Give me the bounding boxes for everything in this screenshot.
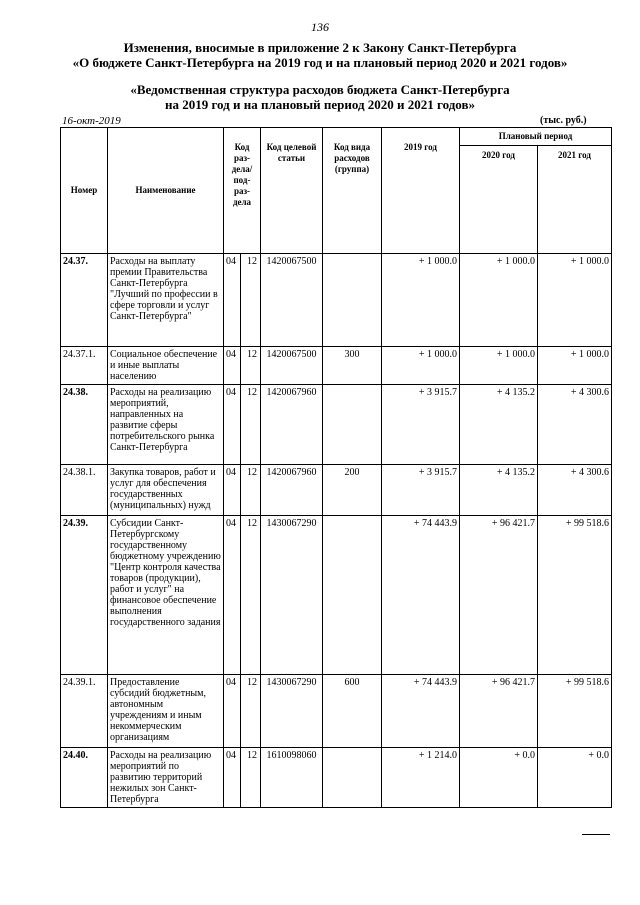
row-amount-2021: + 99 518.6	[538, 516, 612, 675]
header-number: Номер	[61, 128, 108, 254]
row-amount-2020: + 4 135.2	[460, 385, 538, 465]
row-name: Расходы на выплату премии Правительства Санкт-Петербурга "Лучший по профессии в сфере торговли и услуг Санкт-Петербурга"	[108, 254, 224, 347]
row-name: Социальное обеспечение и иные выплаты населению	[108, 347, 224, 385]
row-section: 04	[224, 748, 241, 808]
row-amount-2020: + 4 135.2	[460, 465, 538, 516]
header-2020: 2020 год	[460, 146, 538, 254]
row-name: Субсидии Санкт-Петербургскому государственному бюджетному учреждению "Центр контроля качества товаров (продукции), работ и услуг" на финансовое обеспечение выполнения государственного задания	[108, 516, 224, 675]
row-expense-type	[323, 516, 382, 675]
row-name: Предоставление субсидий бюджетным, автономным учреждениям и иным некоммерческим организациям	[108, 675, 224, 748]
row-section: 04	[224, 347, 241, 385]
row-section: 04	[224, 465, 241, 516]
row-expense-type	[323, 385, 382, 465]
table-row	[61, 516, 612, 675]
row-expense-type: 600	[323, 675, 382, 748]
row-subsection: 12	[241, 347, 261, 385]
header-article: Код целевой статьи	[261, 128, 323, 254]
row-amount-2020: + 1 000.0	[460, 254, 538, 347]
row-amount-2021: + 4 300.6	[538, 465, 612, 516]
row-amount-2019: + 74 443.9	[382, 675, 460, 748]
row-amount-2020: + 1 000.0	[460, 347, 538, 385]
row-expense-type: 200	[323, 465, 382, 516]
table-row	[61, 748, 612, 808]
table-row	[61, 347, 612, 385]
row-number: 24.40.	[61, 748, 108, 808]
row-number: 24.39.1.	[61, 675, 108, 748]
row-amount-2021: + 99 518.6	[538, 675, 612, 748]
table-row	[61, 465, 612, 516]
row-subsection: 12	[241, 516, 261, 675]
table-row	[61, 675, 612, 748]
row-amount-2019: + 1 000.0	[382, 254, 460, 347]
row-number: 24.37.	[61, 254, 108, 347]
subtitle-line-2: на 2019 год и на плановый период 2020 и 2021 годов»	[164, 97, 475, 112]
row-amount-2019: + 1 214.0	[382, 748, 460, 808]
row-article: 1420067500	[261, 347, 323, 385]
row-number: 24.38.	[61, 385, 108, 465]
row-subsection: 12	[241, 675, 261, 748]
row-amount-2021: + 1 000.0	[538, 347, 612, 385]
budget-table	[60, 127, 612, 808]
header-2019: 2019 год	[382, 128, 460, 254]
page-number: 136	[311, 20, 329, 34]
document-date: 16-окт-2019	[62, 115, 121, 127]
row-article: 1430067290	[261, 516, 323, 675]
row-expense-type: 300	[323, 347, 382, 385]
bottom-rule	[582, 834, 610, 835]
document-title	[0, 40, 640, 70]
row-amount-2019: + 3 915.7	[382, 465, 460, 516]
row-name: Закупка товаров, работ и услуг для обеспечения государственных (муниципальных) нужд	[108, 465, 224, 516]
header-expense-type: Код вида расходов (группа)	[323, 128, 382, 254]
row-amount-2019: + 74 443.9	[382, 516, 460, 675]
row-section: 04	[224, 675, 241, 748]
row-article: 1430067290	[261, 675, 323, 748]
row-amount-2020: + 96 421.7	[460, 675, 538, 748]
row-expense-type	[323, 748, 382, 808]
header-2021: 2021 год	[538, 146, 612, 254]
table-row	[61, 254, 612, 347]
row-subsection: 12	[241, 385, 261, 465]
row-section: 04	[224, 385, 241, 465]
row-amount-2021: + 1 000.0	[538, 254, 612, 347]
row-subsection: 12	[241, 748, 261, 808]
header-name: Наименование	[108, 128, 224, 254]
row-amount-2021: + 0.0	[538, 748, 612, 808]
row-article: 1420067960	[261, 465, 323, 516]
row-amount-2020: + 0.0	[460, 748, 538, 808]
row-number: 24.37.1.	[61, 347, 108, 385]
header-planned-period: Плановый период	[460, 128, 612, 146]
row-amount-2019: + 3 915.7	[382, 385, 460, 465]
row-number: 24.39.	[61, 516, 108, 675]
row-subsection: 12	[241, 254, 261, 347]
row-amount-2019: + 1 000.0	[382, 347, 460, 385]
table-row	[61, 385, 612, 465]
row-amount-2020: + 96 421.7	[460, 516, 538, 675]
row-name: Расходы на реализацию мероприятий, направленных на развитие сферы потребительского рынка Санкт-Петербурга	[108, 385, 224, 465]
row-section: 04	[224, 516, 241, 675]
row-number: 24.38.1.	[61, 465, 108, 516]
row-section: 04	[224, 254, 241, 347]
header-section: Код раз- дела/ под- раз- дела	[224, 128, 261, 254]
row-subsection: 12	[241, 465, 261, 516]
subtitle-line-1: «Ведомственная структура расходов бюджета Санкт-Петербурга	[130, 82, 510, 97]
row-amount-2021: + 4 300.6	[538, 385, 612, 465]
title-line-2: «О бюджете Санкт-Петербурга на 2019 год и на плановый период 2020 и 2021 годов»	[72, 55, 568, 70]
row-article: 1420067960	[261, 385, 323, 465]
row-article: 1610098060	[261, 748, 323, 808]
row-expense-type	[323, 254, 382, 347]
row-name: Расходы на реализацию мероприятий по развитию территорий нежилых зон Санкт-Петербурга	[108, 748, 224, 808]
row-article: 1420067500	[261, 254, 323, 347]
units-label: (тыс. руб.)	[540, 115, 587, 126]
document-subtitle	[0, 82, 640, 112]
title-line-1: Изменения, вносимые в приложение 2 к Закону Санкт-Петербурга	[123, 40, 517, 55]
